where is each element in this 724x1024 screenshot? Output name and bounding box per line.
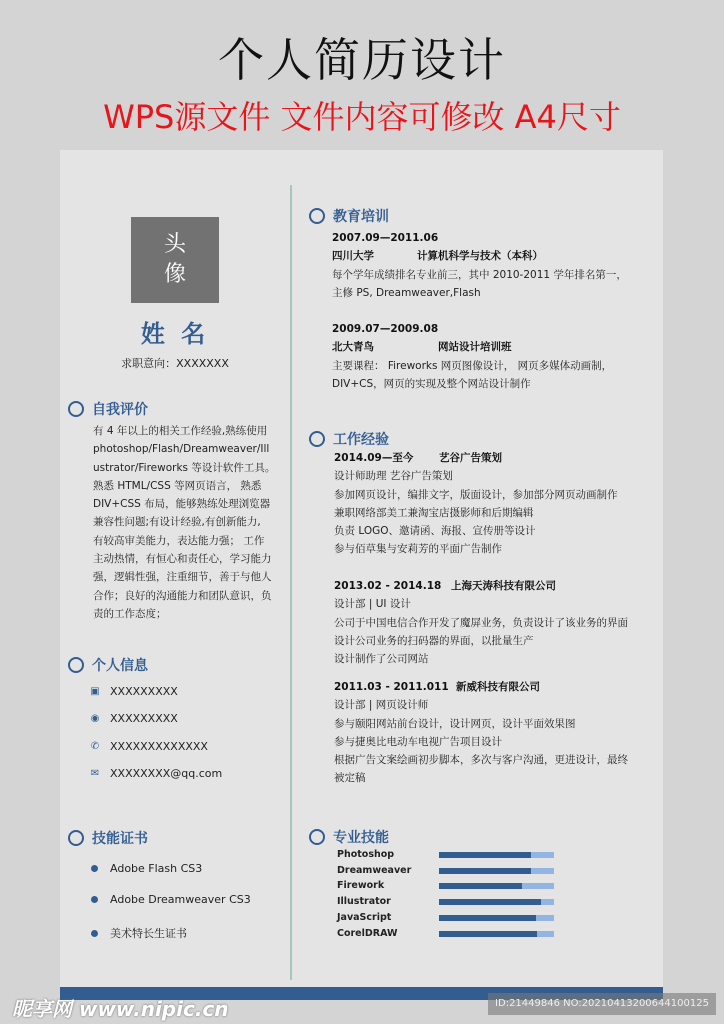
page-title: 个人简历设计 [218, 33, 506, 87]
section-skills [309, 827, 389, 847]
self-eval-line: 合作；良好的沟通能力和团队意识，负 [93, 589, 272, 602]
section-work [309, 429, 389, 449]
cert-item [91, 925, 187, 941]
work-header [334, 678, 654, 696]
cert-item [91, 862, 202, 875]
work-line: 设计部 | UI 设计 [334, 598, 411, 611]
watermark-id: ID:21449846 NO:20210413200644100125 [488, 993, 716, 1015]
location-icon: ◉ [90, 712, 100, 724]
edu-school-row [332, 338, 652, 356]
edu-line: DIV+CS，网页的实现及整个网站设计制作 [332, 377, 531, 390]
bullet-icon [91, 896, 98, 903]
section-title: 技能证书 [92, 831, 148, 847]
work-company: 新威科技有限公司 [456, 681, 540, 693]
skill-bar [439, 883, 554, 889]
work-entry [334, 678, 654, 788]
section-education [309, 206, 389, 226]
info-phone [90, 740, 208, 753]
work-line: 根据广告文案绘画初步脚本，多次与客户沟通，更进设计，最终 [334, 754, 628, 767]
work-line: 设计制作了公司网站 [334, 653, 429, 666]
skill-bar-fill [439, 868, 531, 874]
skill-bar-fill [439, 883, 522, 889]
self-eval-line: ustrator/Fireworks 等设计软件工具。 [93, 461, 276, 474]
avatar-text: 像 [163, 262, 186, 287]
work-company: 上海天涛科技有限公司 [451, 580, 556, 592]
skill-bar [439, 852, 554, 858]
work-entry [334, 449, 654, 559]
page-subtitle: WPS源文件 文件内容可修改 A4尺寸 [103, 98, 621, 136]
self-eval-line: photoshop/Flash/Dreamweaver/Ill [93, 443, 270, 456]
edu-school: 北大青鸟 [332, 341, 374, 354]
self-eval-text [93, 422, 283, 623]
self-eval-line: 主动热情，有恒心和责任心，学习能力 [93, 553, 272, 566]
skill-name: Dreamweaver [337, 864, 412, 876]
section-self-eval [68, 399, 148, 419]
circle-icon [309, 829, 325, 845]
self-eval-line: DIV+CSS 布局，能够熟练处理浏览器 [93, 498, 271, 511]
skill-name: JavaScript [337, 911, 392, 923]
cert-text: Adobe Flash CS3 [110, 862, 203, 875]
work-line: 设计公司业务的扫码器的界面，以批量生产 [334, 634, 534, 647]
work-date: 2011.03 - 2011.011 [334, 681, 449, 693]
skill-name: CorelDRAW [337, 927, 398, 939]
skill-bar-fill [439, 915, 536, 921]
work-line: 参加网页设计，编排文字，版面设计，参加部分网页动画制作 [334, 488, 618, 501]
info-email [90, 767, 222, 780]
edu-date: 2009.07—2009.08 [332, 323, 439, 335]
work-entry [334, 577, 654, 668]
section-title: 自我评价 [92, 402, 148, 418]
skill-bar [439, 915, 554, 921]
section-title: 工作经验 [333, 432, 389, 448]
work-header [334, 449, 654, 467]
work-line: 负责 LOGO、邀请函、海报、宣传册等设计 [334, 525, 536, 538]
edu-major: 网站设计培训班 [438, 341, 512, 354]
section-certs [68, 828, 148, 848]
edu-major: 计算机科学与技术（本科） [417, 250, 543, 263]
avatar-text: 头 [163, 232, 186, 257]
education-entry [332, 229, 652, 302]
circle-icon [309, 208, 325, 224]
info-location [90, 712, 178, 725]
self-eval-line: 责的工作态度； [93, 607, 167, 620]
self-eval-line: 有较高审美能力，表达能力强； 工作 [93, 534, 265, 547]
work-line: 设计师助理 艺谷广告策划 [334, 470, 453, 483]
mail-icon: ✉ [90, 767, 100, 779]
work-line: 设计部 | 网页设计师 [334, 699, 429, 712]
avatar-placeholder [131, 217, 219, 303]
section-personal [68, 655, 148, 675]
phone-icon: ✆ [90, 740, 100, 752]
job-intent: 求职意向：XXXXXXX [121, 357, 229, 370]
info-text: XXXXXXXXXXXXX [110, 740, 208, 753]
info-text: XXXXXXXXX [110, 712, 178, 725]
cert-text: 美术特长生证书 [110, 927, 187, 940]
self-eval-line: 强，逻辑性强，注重细节，善于与他人 [93, 571, 272, 584]
section-title: 专业技能 [333, 830, 389, 846]
circle-icon [68, 657, 84, 673]
skill-bar-fill [439, 899, 541, 905]
work-company: 艺谷广告策划 [439, 452, 502, 464]
section-title: 教育培训 [333, 209, 389, 225]
skill-bar-fill [439, 852, 531, 858]
edu-line: 主修 PS, Dreamweaver,Flash [332, 286, 481, 299]
info-text: XXXXXXXX@qq.com [110, 767, 223, 780]
work-line: 参与颐阳网站前台设计，设计网页，设计平面效果图 [334, 717, 576, 730]
circle-icon [68, 830, 84, 846]
watermark-logo: 昵享网 www.nipic.cn [12, 997, 229, 1021]
self-eval-line: 熟悉 HTML/CSS 等网页语言， 熟悉 [93, 479, 262, 492]
work-line: 参与捷奥比电动车电视广告项目设计 [334, 735, 502, 748]
edu-school: 四川大学 [332, 250, 374, 263]
skill-bar-fill [439, 931, 537, 937]
edu-line: 每个学年成绩排名专业前三，其中 2010-2011 学年排名第一， [332, 268, 627, 281]
work-date: 2013.02 - 2014.18 [334, 580, 442, 592]
education-entry [332, 320, 652, 393]
work-header [334, 577, 654, 595]
work-line: 参与佰草集与安莉芳的平面广告制作 [334, 543, 502, 556]
skill-name: Firework [337, 880, 385, 892]
candidate-name: 姓 名 [140, 320, 210, 348]
skill-bar [439, 899, 554, 905]
circle-icon [68, 401, 84, 417]
skill-name: Illustrator [337, 896, 391, 908]
self-eval-line: 兼容性问题;有设计经验,有创新能力, [93, 516, 261, 529]
work-date: 2014.09—至今 [334, 452, 414, 464]
info-birth [90, 685, 178, 698]
work-line: 被定稿 [334, 772, 366, 785]
info-text: XXXXXXXXX [110, 685, 178, 698]
edu-line: 主要课程： Fireworks 网页图像设计， 网页多媒体动画制， [332, 359, 613, 372]
calendar-icon: ▣ [90, 685, 100, 697]
cert-item [91, 893, 251, 906]
edu-date: 2007.09—2011.06 [332, 232, 439, 244]
circle-icon [309, 431, 325, 447]
work-line: 兼职网络部美工兼淘宝店摄影师和后期编辑 [334, 506, 534, 519]
section-title: 个人信息 [92, 658, 148, 674]
self-eval-line: 有 4 年以上的相关工作经验,熟练使用 [93, 425, 268, 437]
skill-name: Photoshop [337, 849, 395, 860]
column-divider [290, 185, 292, 980]
cert-text: Adobe Dreamweaver CS3 [110, 893, 251, 906]
skill-bar [439, 868, 554, 874]
skill-bar [439, 931, 554, 937]
bullet-icon [91, 930, 98, 937]
work-line: 公司于中国电信合作开发了魔屏业务，负责设计了该业务的界面 [334, 616, 628, 629]
edu-school-row [332, 247, 652, 265]
bullet-icon [91, 865, 98, 872]
